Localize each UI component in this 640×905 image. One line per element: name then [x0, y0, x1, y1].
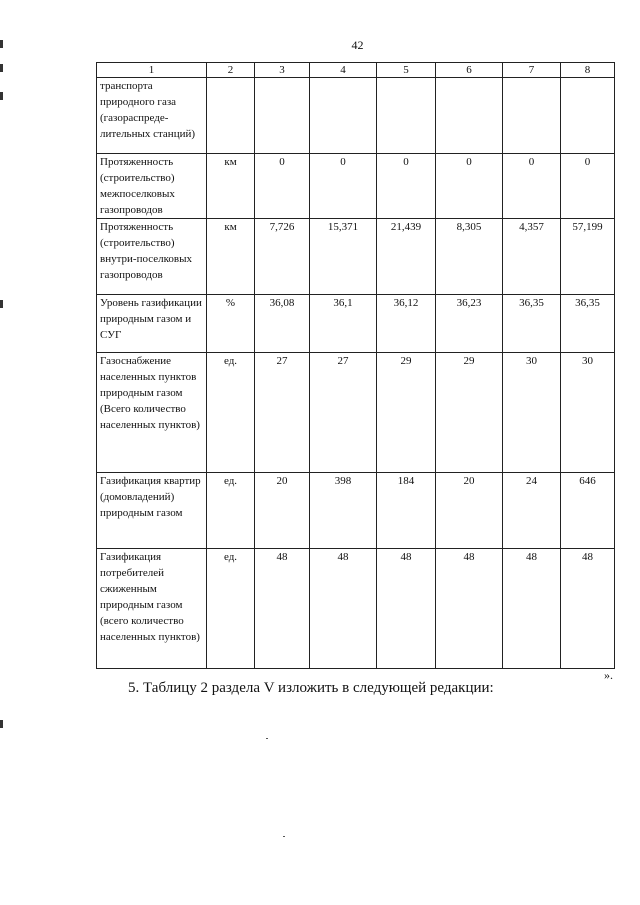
unit-cell: ед. [207, 353, 255, 473]
header-cell: 7 [503, 63, 561, 78]
table-row [97, 353, 615, 473]
value-cell: 36,12 [377, 295, 436, 353]
value-cell: 48 [255, 549, 310, 669]
value-cell: 57,199 [561, 219, 615, 295]
table-row [97, 295, 615, 353]
value-cell: 646 [561, 473, 615, 549]
table-row [97, 154, 615, 219]
value-cell [255, 78, 310, 154]
closing-quote: ». [604, 668, 613, 682]
unit-cell: км [207, 154, 255, 219]
value-cell: 7,726 [255, 219, 310, 295]
value-cell: 24 [503, 473, 561, 549]
scan-speck [266, 738, 268, 739]
value-cell: 0 [377, 154, 436, 219]
value-cell: 0 [561, 154, 615, 219]
header-cell: 6 [436, 63, 503, 78]
value-cell: 48 [561, 549, 615, 669]
value-cell: 27 [310, 353, 377, 473]
value-cell [310, 78, 377, 154]
value-cell: 0 [503, 154, 561, 219]
value-cell: 20 [436, 473, 503, 549]
value-cell: 0 [436, 154, 503, 219]
value-cell: 21,439 [377, 219, 436, 295]
scan-speck [283, 836, 285, 837]
value-cell: 20 [255, 473, 310, 549]
value-cell: 29 [377, 353, 436, 473]
value-cell: 30 [503, 353, 561, 473]
value-cell [377, 78, 436, 154]
indicator-name-cell: Протяженность (строительство) внутри-поселковых газопроводов [97, 219, 207, 295]
table-body [97, 63, 615, 669]
value-cell: 15,371 [310, 219, 377, 295]
value-cell: 48 [503, 549, 561, 669]
scan-edge-marks [0, 0, 4, 905]
indicator-name-cell: Протяженность (строительство) межпоселковых газопроводов [97, 154, 207, 219]
value-cell: 36,1 [310, 295, 377, 353]
value-cell: 184 [377, 473, 436, 549]
value-cell [436, 78, 503, 154]
instruction-text: 5. Таблицу 2 раздела V изложить в следующей редакции: [128, 680, 494, 696]
value-cell: 4,357 [503, 219, 561, 295]
page-number: 42 [351, 38, 364, 52]
header-cell: 8 [561, 63, 615, 78]
header-cell: 5 [377, 63, 436, 78]
table-row [97, 219, 615, 295]
value-cell: 36,23 [436, 295, 503, 353]
value-cell: 36,35 [503, 295, 561, 353]
header-cell: 1 [97, 63, 207, 78]
value-cell: 48 [310, 549, 377, 669]
value-cell [503, 78, 561, 154]
table-row [97, 473, 615, 549]
indicator-name-cell: транспорта природного газа (газораспреде-лительных станций) [97, 78, 207, 154]
value-cell: 48 [377, 549, 436, 669]
value-cell: 0 [255, 154, 310, 219]
value-cell: 29 [436, 353, 503, 473]
table-row [97, 78, 615, 154]
header-cell: 2 [207, 63, 255, 78]
value-cell: 27 [255, 353, 310, 473]
unit-cell: ед. [207, 473, 255, 549]
value-cell: 36,35 [561, 295, 615, 353]
unit-cell: км [207, 219, 255, 295]
indicator-name-cell: Газификация потребителей сжиженным природным газом (всего количество населенных пунктов) [97, 549, 207, 669]
value-cell: 398 [310, 473, 377, 549]
unit-cell [207, 78, 255, 154]
unit-cell: % [207, 295, 255, 353]
value-cell: 48 [436, 549, 503, 669]
indicator-name-cell: Уровень газификации природным газом и СУГ [97, 295, 207, 353]
value-cell [561, 78, 615, 154]
unit-cell: ед. [207, 549, 255, 669]
header-cell: 3 [255, 63, 310, 78]
table-row [97, 549, 615, 669]
value-cell: 8,305 [436, 219, 503, 295]
value-cell: 36,08 [255, 295, 310, 353]
gasification-table [96, 62, 615, 669]
indicator-name-cell: Газификация квартир (домовладений) природным газом [97, 473, 207, 549]
table-header-row [97, 63, 615, 78]
indicator-name-cell: Газоснабжение населенных пунктов природным газом (Всего количество населенных пунктов) [97, 353, 207, 473]
value-cell: 0 [310, 154, 377, 219]
value-cell: 30 [561, 353, 615, 473]
header-cell: 4 [310, 63, 377, 78]
